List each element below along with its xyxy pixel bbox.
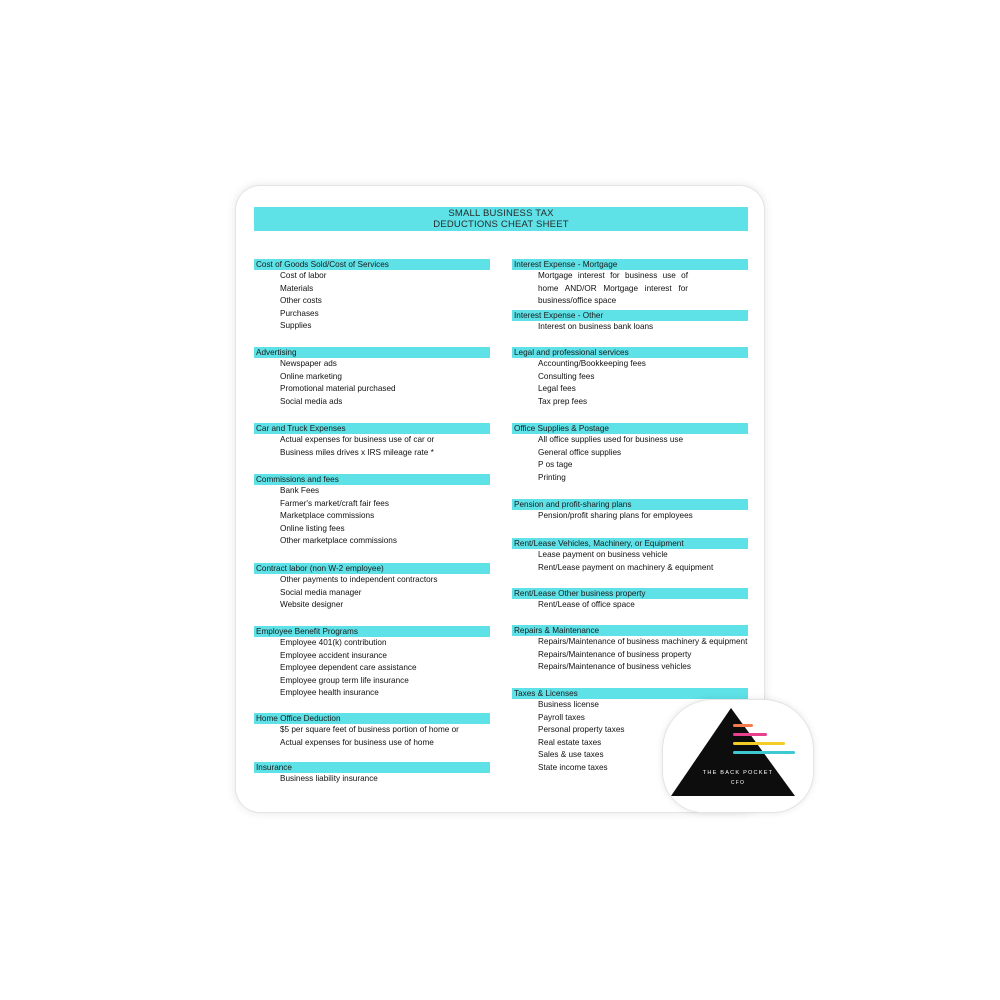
list-item: Employee group term life insurance [280, 675, 409, 685]
section-header: Legal and professional services [512, 347, 748, 358]
section-rent-vehicles [512, 538, 748, 574]
section-cost-of-goods [254, 259, 490, 333]
section-header: Interest Expense - Mortgage [512, 259, 748, 270]
list-item: Printing [538, 472, 566, 482]
list-item: Personal property taxes [538, 725, 625, 734]
section-repairs [512, 625, 748, 674]
section-header: Cost of Goods Sold/Cost of Services [254, 259, 490, 270]
list-item: Business liability insurance [280, 774, 378, 783]
list-item: Accounting/Bookkeeping fees [538, 359, 646, 368]
section-header: Insurance [254, 762, 490, 773]
list-item: Promotional material purchased [280, 384, 396, 393]
title-line-1: SMALL BUSINESS TAX [448, 208, 554, 219]
list-item: Rent/Lease of office space [538, 600, 635, 609]
list-item: Supplies [280, 321, 312, 330]
list-item: Rent/Lease payment on machinery & equipment [538, 562, 714, 572]
back-pocket-cfo-logo [663, 700, 813, 812]
list-item: Cost of labor [280, 271, 327, 280]
list-item: Interest on business bank loans [538, 322, 654, 331]
list-item: Payroll taxes [538, 712, 585, 722]
section-car-truck [254, 423, 490, 459]
list-item: Social media ads [280, 396, 343, 406]
pyramid-logo-icon [663, 700, 813, 812]
section-rent-other [512, 588, 748, 612]
section-advertising [254, 347, 490, 408]
list-item: Employee dependent care assistance [280, 663, 417, 672]
list-item: Employee 401(k) contribution [280, 638, 387, 647]
list-item: Online listing fees [280, 523, 345, 533]
section-commissions [254, 474, 490, 548]
list-item: Real estate taxes [538, 737, 602, 747]
list-item: Farmer's market/craft fair fees [280, 498, 389, 508]
list-item: Legal fees [538, 384, 576, 393]
list-item: General office supplies [538, 447, 622, 457]
list-item: Purchases [280, 308, 319, 318]
list-item: Bank Fees [280, 486, 320, 495]
list-item: Sales & use taxes [538, 750, 604, 759]
section-header: Car and Truck Expenses [254, 423, 490, 434]
section-contract-labor [254, 563, 490, 612]
title-line-2: DEDUCTIONS CHEAT SHEET [433, 219, 569, 230]
list-item: State income taxes [538, 762, 608, 772]
list-item: P os tage [538, 460, 573, 469]
list-item: Other marketplace commissions [280, 536, 397, 545]
section-header: Commissions and fees [254, 474, 490, 485]
list-item: Website designer [280, 600, 344, 609]
section-interest-mortgage [512, 259, 748, 308]
list-item: Online marketing [280, 371, 342, 381]
list-item: $5 per square feet of business portion of home or [280, 725, 459, 734]
list-item: Consulting fees [538, 371, 595, 381]
section-header: Repairs & Maintenance [512, 625, 748, 636]
section-insurance [254, 762, 490, 786]
cheat-sheet-title [254, 207, 748, 231]
list-item: Actual expenses for business use of home [280, 737, 434, 747]
list-item: Lease payment on business vehicle [538, 550, 668, 559]
list-item: Business miles drives x IRS mileage rate * [280, 447, 434, 457]
section-legal-professional [512, 347, 748, 408]
logo-sub: CFO [730, 780, 746, 786]
list-item: Other payments to independent contractors [280, 575, 438, 584]
section-interest-other [512, 310, 748, 334]
section-header: Employee Benefit Programs [254, 626, 490, 637]
list-item: Materials [280, 283, 314, 293]
section-home-office [254, 713, 490, 749]
list-item: Repairs/Maintenance of business vehicles [538, 662, 691, 671]
section-employee-benefits [254, 626, 490, 700]
list-item: Pension/profit sharing plans for employees [538, 511, 693, 520]
list-item: Other costs [280, 296, 322, 305]
list-item: Business license [538, 700, 599, 709]
list-item: Mortgage interest for business use of home AND/OR Mortgage interest for business/office space [538, 271, 688, 305]
section-header: Contract labor (non W-2 employee) [254, 563, 490, 574]
section-office-supplies [512, 423, 748, 484]
section-header: Pension and profit-sharing plans [512, 499, 748, 510]
section-header: Rent/Lease Vehicles, Machinery, or Equipment [512, 538, 748, 549]
logo-name: THE BACK POCKET [702, 770, 774, 776]
section-header: Rent/Lease Other business property [512, 588, 748, 599]
list-item: Repairs/Maintenance of business machinery & equipment [538, 637, 748, 646]
list-item: All office supplies used for business use [538, 435, 684, 444]
list-item: Marketplace commissions [280, 511, 375, 520]
section-header: Home Office Deduction [254, 713, 490, 724]
list-item: Tax prep fees [538, 396, 588, 406]
section-header: Advertising [254, 347, 490, 358]
section-header: Interest Expense - Other [512, 310, 748, 321]
list-item: Actual expenses for business use of car or [280, 435, 435, 444]
list-item: Repairs/Maintenance of business property [538, 649, 692, 659]
section-header: Office Supplies & Postage [512, 423, 748, 434]
list-item: Employee accident insurance [280, 650, 387, 660]
section-header: Taxes & Licenses [512, 688, 748, 699]
list-item: Social media manager [280, 587, 362, 597]
list-item: Employee health insurance [280, 688, 379, 697]
section-pension [512, 499, 748, 523]
list-item: Newspaper ads [280, 359, 337, 368]
